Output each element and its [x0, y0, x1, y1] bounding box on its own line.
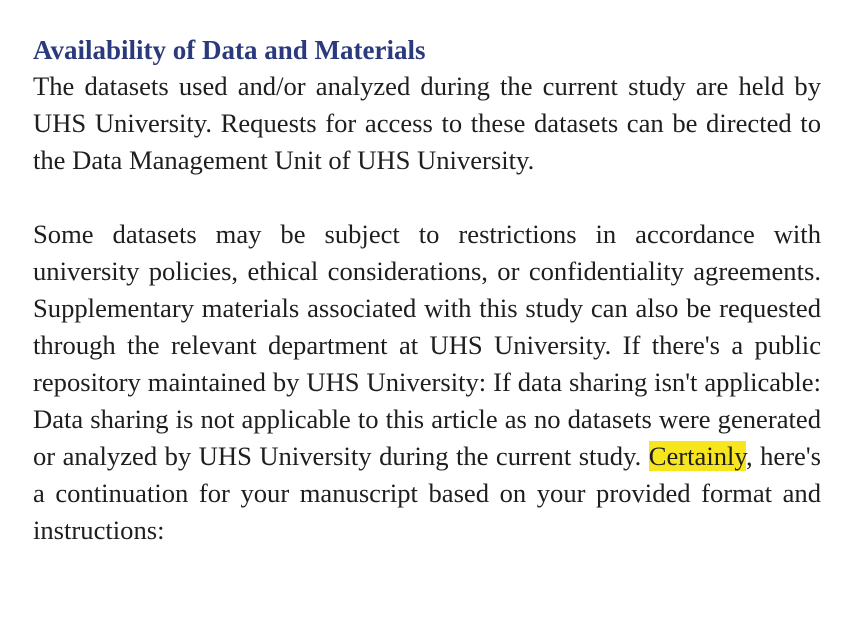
highlighted-word: Certainly: [648, 441, 746, 471]
paragraph-2-text-after: , here's a continuation for your manuscript based on your provided format and instructions:: [33, 441, 821, 545]
paragraph-2-text-before: Some datasets may be subject to restrictions in accordance with university policies, ethical considerations, or confidentiality agreements. Supplementary materials associated with this study can also be requested through the relevant department at UHS University. If there's a public repository maintained by UHS University: If data sharing isn't applicable: Data sharing is not applicable to this article as no datasets were generated or analyzed by UHS University during the current study.: [33, 219, 821, 471]
paragraph-1: The datasets used and/or analyzed during the current study are held by UHS University. Requests for access to these datasets can be directed to the Data Management Unit of UHS University.: [33, 71, 821, 175]
document-page: [33, 32, 821, 549]
paragraph-2: [33, 216, 821, 549]
section-heading: Availability of Data and Materials: [33, 35, 426, 65]
